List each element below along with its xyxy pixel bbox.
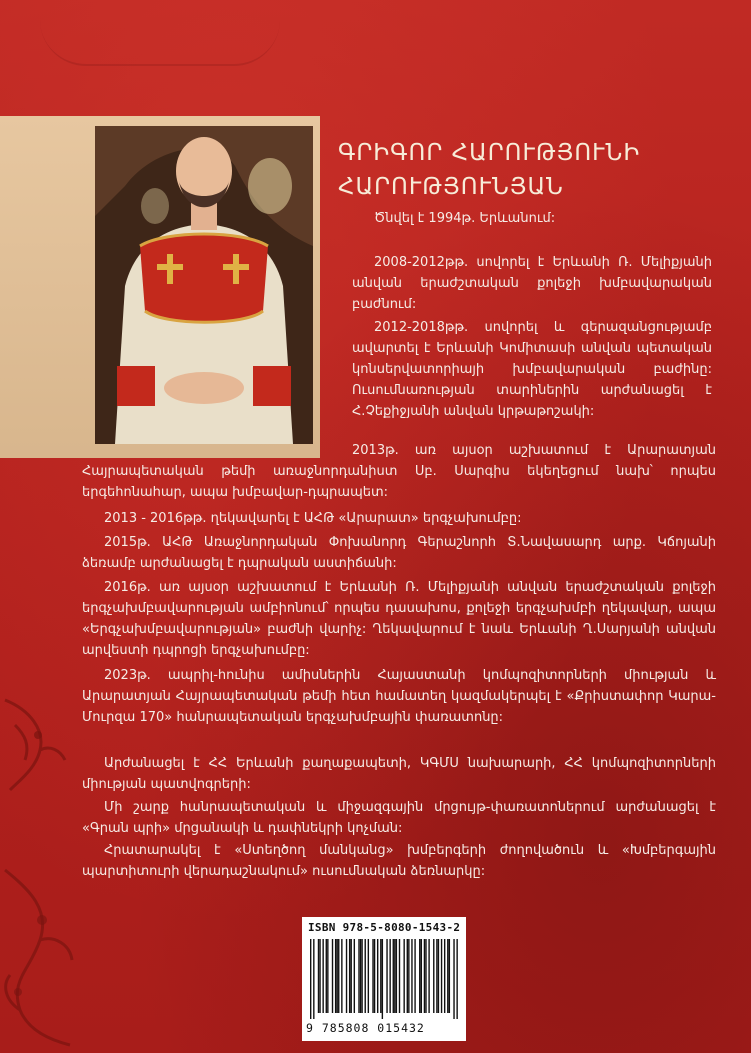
barcode-bar <box>408 939 409 1013</box>
bio-text: 2023թ. ապրիլ-հունիս ամիսներին Հայաստանի կոմպոզիտորների միության և Արարատյան Հայրապետական թեմի հետ համատեղ կազմակերպել է «Քրիստափոր Կարա-Մուրզա 170» հանրապետական երգչախմբային փառատոնը: <box>82 668 716 725</box>
barcode-bar <box>374 939 375 1013</box>
bio-text: 2008-2012թթ. սովորել է Երևանի Ռ. Մելիքյանի անվան երաժշտական քոլեջի խմբավարական բաժնում: <box>352 255 712 312</box>
barcode-bar <box>403 939 404 1013</box>
barcode-bar <box>354 939 355 1013</box>
author-name-title <box>338 136 698 204</box>
barcode-bar <box>421 939 422 1013</box>
barcode-bar <box>360 939 361 1013</box>
barcode-bar <box>419 939 420 1013</box>
barcode-bar <box>424 939 425 1013</box>
barcode-bar <box>433 939 434 1013</box>
bio-text: 2013թ. առ այսօր աշխատում է Արարատյան Հայրապետական թեմի առաջնորդանիստ Սբ. Սարգիս եկեղեցում նախ՝ որպես երգեհոնահար, ապա խմբավար-դպրապետ: <box>82 443 716 500</box>
barcode-bar <box>438 939 439 1013</box>
barcode-bar <box>318 939 319 1013</box>
isbn-barcode <box>302 917 466 1041</box>
barcode-bar <box>358 939 359 1013</box>
isbn-number: ISBN 978-5-8080-1543-2 <box>308 921 461 934</box>
bio-text: 2012-2018թթ. սովորել և գերազանցությամբ ավարտել է Երևանի Կոմիտասի անվան պետական կոնսերվատորիայի խմբավարական բաժինը: Ուսումնառության տարիներին արժանացել է Հ.Չեքիջյանի անվան կրթաթոշակի: <box>352 320 712 419</box>
bio-paragraph-grand-prix <box>82 797 716 839</box>
barcode-bar <box>377 939 378 1013</box>
barcode-bar <box>447 939 448 1013</box>
barcode-bar <box>386 939 387 1013</box>
barcode-bar <box>372 939 373 1013</box>
bio-paragraph-ordination <box>82 532 716 574</box>
barcode-bar <box>414 939 415 1013</box>
barcode-bar <box>399 939 400 1013</box>
barcode-bar <box>336 939 337 1013</box>
bio-text: Մի շարք հանրապետական և միջազգային մրցույթ-փառատոներում արժանացել է «Գրան պրի» մրցանակի և դափնեկրի կոչման: <box>82 800 716 836</box>
barcode-bar <box>332 939 333 1013</box>
bio-text: 2013 - 2016թթ. ղեկավարել է ԱՀԹ «Արարատ» երգչախումբը: <box>104 511 522 526</box>
bio-paragraph-teaching <box>82 577 716 661</box>
barcode-bar <box>407 939 408 1013</box>
barcode-bar <box>456 939 457 1019</box>
barcode-bar <box>436 939 437 1013</box>
bio-text: 2016թ. առ այսօր աշխատում է Երևանի Ռ. Մելիքյանի անվան երաժշտական քոլեջի երգչախմբավարության ամբիոնում՝ որպես դասախոս, քոլեջի երգչախմբի ղեկավար, ապա «Երգչախմբավարության» բաժնի վարիչ: Ղեկավարում է նաև Երևանի Ղ.Սարյանի անվան արվեստի դպրոցի երգչախումբը: <box>82 580 716 658</box>
barcode-digits: 9 785808 015432 <box>306 1021 425 1035</box>
barcode-bar <box>453 939 454 1019</box>
barcode-bar <box>313 939 314 1019</box>
barcode-bar <box>327 939 328 1013</box>
barcode-bar <box>349 939 350 1013</box>
bio-text: Հրատարակել է «Ստեղծող մանկանց» խմբերգերի ժողովածուն և «Խմբերգային պարտիտուրի վերադաշնակում» ուսումնական ձեռնարկը: <box>82 843 716 879</box>
barcode-bar <box>351 939 352 1013</box>
decorative-bird-ornament-icon <box>0 690 70 800</box>
barcode-bar <box>441 939 442 1013</box>
barcode-bar <box>411 939 412 1013</box>
barcode-bar <box>310 939 311 1019</box>
barcode-bar <box>389 939 390 1013</box>
bio-text: 2015թ. ԱՀԹ Առաջնորդական Փոխանորդ Գերաշնորհ Տ.Նավասարդ արք. Կճոյանի ձեռամբ արժանացել է դպրական աստիճանի: <box>82 535 716 571</box>
barcode-bar <box>393 939 394 1013</box>
bio-paragraph-festival <box>82 665 716 728</box>
bio-paragraph-ararat-choir <box>104 508 716 529</box>
bio-paragraph-church <box>82 440 716 503</box>
barcode-bar <box>365 939 366 1013</box>
author-portrait <box>95 126 313 444</box>
barcode-bar <box>396 939 397 1013</box>
barcode-bar <box>449 939 450 1013</box>
decorative-floral-ornament-icon <box>0 860 80 1050</box>
barcode-bar <box>346 939 347 1013</box>
bio-text: Ծնվել է 1994թ. Երևանում: <box>374 211 556 226</box>
barcode-bar <box>444 939 445 1013</box>
barcode-bar <box>322 939 323 1013</box>
barcode-bar <box>326 939 327 1013</box>
barcode-bar <box>428 939 429 1013</box>
author-name-line-2: ՀԱՐՈՒԹՅՈՒՆՅԱՆ <box>338 174 564 200</box>
bio-paragraph-publications <box>82 840 716 882</box>
barcode-bar <box>338 939 339 1013</box>
bio-paragraph-college <box>352 252 712 315</box>
barcode-bar <box>380 939 381 1013</box>
barcode-bar <box>319 939 320 1013</box>
barcode-bar <box>382 939 383 1019</box>
barcode-bar <box>368 939 369 1013</box>
barcode-bar <box>361 939 362 1013</box>
barcode-bar <box>394 939 395 1013</box>
barcode-bar <box>335 939 336 1013</box>
barcode-bar <box>425 939 426 1013</box>
bio-paragraph-awards <box>82 753 716 795</box>
bio-text: Արժանացել է ՀՀ Երևանի քաղաքապետի, ԿԳՄՍ նախարարի, ՀՀ կոմպոզիտորների միության պատվոգրերի: <box>82 756 716 792</box>
barcode-bars <box>310 939 458 1019</box>
top-decorative-ornament <box>40 20 280 66</box>
bio-paragraph-conservatory <box>352 317 712 422</box>
author-name-line-1: ԳՐԻԳՈՐ ՀԱՐՈՒԹՅՈՒՆԻ <box>338 140 641 166</box>
bio-paragraph-birth <box>352 208 712 229</box>
barcode-bar <box>341 939 342 1013</box>
